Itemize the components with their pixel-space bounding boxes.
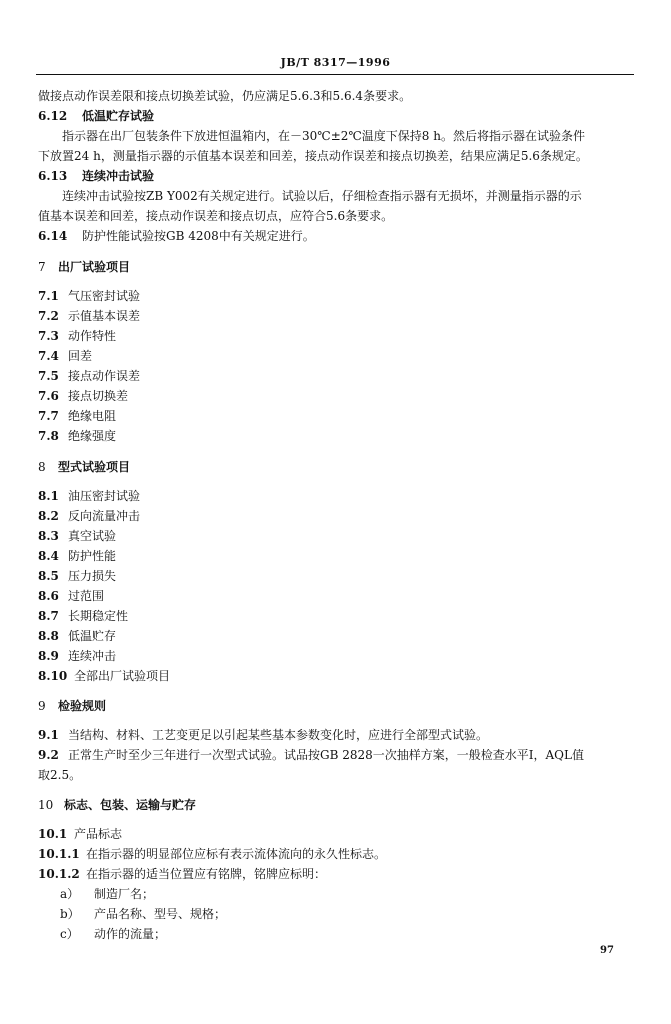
item-text: 全部出厂试验项目: [74, 669, 171, 683]
item-number: 7.7: [38, 409, 59, 423]
list-item: [38, 508, 140, 524]
list-item: [38, 588, 104, 604]
item-number: 8.2: [38, 509, 59, 523]
item-label: c）: [60, 927, 79, 941]
clause-6-12: [38, 108, 154, 124]
item-text: 动作特性: [68, 329, 117, 343]
text-line: 下放置24 h，测量指示器的示值基本误差和回差，接点动作误差和接点切换差，结果应满足5.6条规定。: [38, 149, 588, 163]
clause-number: 6.14: [38, 229, 68, 243]
item-number: 10.1: [38, 827, 68, 841]
item-text: 在指示器的适当位置应有铭牌，铭牌应标明：: [86, 867, 327, 881]
item-text: 产品标志: [74, 827, 123, 841]
item-text: 连续冲击: [68, 649, 117, 663]
item-text: 在指示器的明显部位应标有表示流体流向的永久性标志。: [86, 847, 387, 861]
section-10-heading: [38, 797, 196, 813]
list-item: [60, 886, 154, 902]
item-text: 接点动作误差: [68, 369, 141, 383]
list-item: [38, 348, 92, 364]
list-item: [38, 866, 326, 882]
item-number: 8.7: [38, 609, 59, 623]
list-item: [38, 368, 140, 384]
item-text: 绝缘电阻: [68, 409, 117, 423]
list-item: [38, 826, 122, 842]
clause-6-13: [38, 168, 154, 184]
clause-6-14: [38, 228, 315, 244]
list-item: [38, 608, 128, 624]
item-number: 8.1: [38, 489, 59, 503]
item-text: 当结构、材料、工艺变更足以引起某些基本参数变化时，应进行全部型式试验。: [68, 728, 489, 742]
section-7-heading: [38, 259, 130, 275]
item-label: b）: [60, 907, 80, 921]
item-text: 防护性能: [68, 549, 117, 563]
item-text: 压力损失: [68, 569, 117, 583]
list-item: [38, 568, 116, 584]
item-number: 7.5: [38, 369, 59, 383]
section-number: 7: [38, 260, 46, 274]
item-text: 回差: [68, 349, 93, 363]
section-title: 检验规则: [58, 699, 107, 713]
item-number: 7.4: [38, 349, 59, 363]
item-text: 油压密封试验: [68, 489, 141, 503]
item-number: 7.6: [38, 389, 59, 403]
item-number: 9.1: [38, 728, 59, 742]
list-item: [38, 846, 386, 862]
list-item: [38, 328, 116, 344]
clause-text: 防护性能试验按GB 4208中有关规定进行。: [82, 229, 315, 243]
item-number: 7.8: [38, 429, 59, 443]
list-item: [38, 488, 140, 504]
item-text: 反向流量冲击: [68, 509, 141, 523]
item-number: 8.3: [38, 529, 59, 543]
list-item: [38, 308, 140, 324]
item-number: 8.9: [38, 649, 59, 663]
item-number: 7.3: [38, 329, 59, 343]
section-number: 10: [38, 798, 54, 812]
text-line: 值基本误差和回差，接点动作误差和接点切点，应符合5.6条要求。: [38, 209, 394, 223]
list-item: [38, 648, 116, 664]
text-line: 取2.5。: [38, 768, 82, 782]
item-text: 低温贮存: [68, 629, 117, 643]
item-number: 10.1.1: [38, 847, 80, 861]
list-item: [38, 408, 116, 424]
list-item: [38, 288, 140, 304]
item-label: a）: [60, 887, 80, 901]
item-number: 8.10: [38, 669, 68, 683]
list-item: [38, 388, 128, 404]
clause-number: 6.12: [38, 109, 68, 123]
item-number: 7.2: [38, 309, 59, 323]
item-text: 正常生产时至少三年进行一次型式试验。试品按GB 2828一次抽样方案，一般检查水平Ⅰ，AQL值: [68, 748, 584, 762]
section-number: 8: [38, 460, 46, 474]
text-line: 做接点动作误差限和接点切换差试验，仍应满足5.6.3和5.6.4条要求。: [38, 89, 412, 103]
item-text: 接点切换差: [68, 389, 129, 403]
item-number: 8.5: [38, 569, 59, 583]
item-number: 8.6: [38, 589, 59, 603]
clause-title: 连续冲击试验: [82, 169, 155, 183]
section-title: 出厂试验项目: [58, 260, 131, 274]
item-text: 过范围: [68, 589, 105, 603]
item-number: 9.2: [38, 748, 59, 762]
item-text: 制造厂名；: [94, 887, 155, 901]
item-text: 产品名称、型号、规格；: [94, 907, 227, 921]
item-number: 10.1.2: [38, 867, 80, 881]
clause-title: 低温贮存试验: [82, 109, 155, 123]
list-item: [38, 668, 170, 684]
list-item: [60, 926, 166, 942]
section-title: 型式试验项目: [58, 460, 131, 474]
item-number: 8.8: [38, 629, 59, 643]
text-line: 指示器在出厂包装条件下放进恒温箱内，在－30℃±2℃温度下保持8 h。然后将指示器在试验条件: [62, 129, 585, 143]
list-item: [38, 727, 488, 743]
list-item: [60, 906, 226, 922]
clause-number: 6.13: [38, 169, 68, 183]
list-item: [38, 528, 116, 544]
text-line: 连续冲击试验按ZB Y002有关规定进行。试验以后，仔细检查指示器有无损坏，并测量指示器的示: [62, 189, 582, 203]
header-rule: [36, 74, 634, 75]
item-number: 7.1: [38, 289, 59, 303]
page-header: JB/T 8317—1996: [280, 56, 391, 69]
list-item: [38, 747, 584, 763]
item-text: 动作的流量；: [94, 927, 167, 941]
item-text: 气压密封试验: [68, 289, 141, 303]
list-item: [38, 548, 116, 564]
section-number: 9: [38, 699, 46, 713]
item-text: 长期稳定性: [68, 609, 129, 623]
item-text: 示值基本误差: [68, 309, 141, 323]
item-text: 绝缘强度: [68, 429, 117, 443]
list-item: [38, 628, 116, 644]
list-item: [38, 428, 116, 444]
page-number: 97: [600, 945, 614, 956]
section-8-heading: [38, 459, 130, 475]
section-title: 标志、包装、运输与贮存: [64, 798, 197, 812]
item-number: 8.4: [38, 549, 59, 563]
section-9-heading: [38, 698, 106, 714]
item-text: 真空试验: [68, 529, 117, 543]
